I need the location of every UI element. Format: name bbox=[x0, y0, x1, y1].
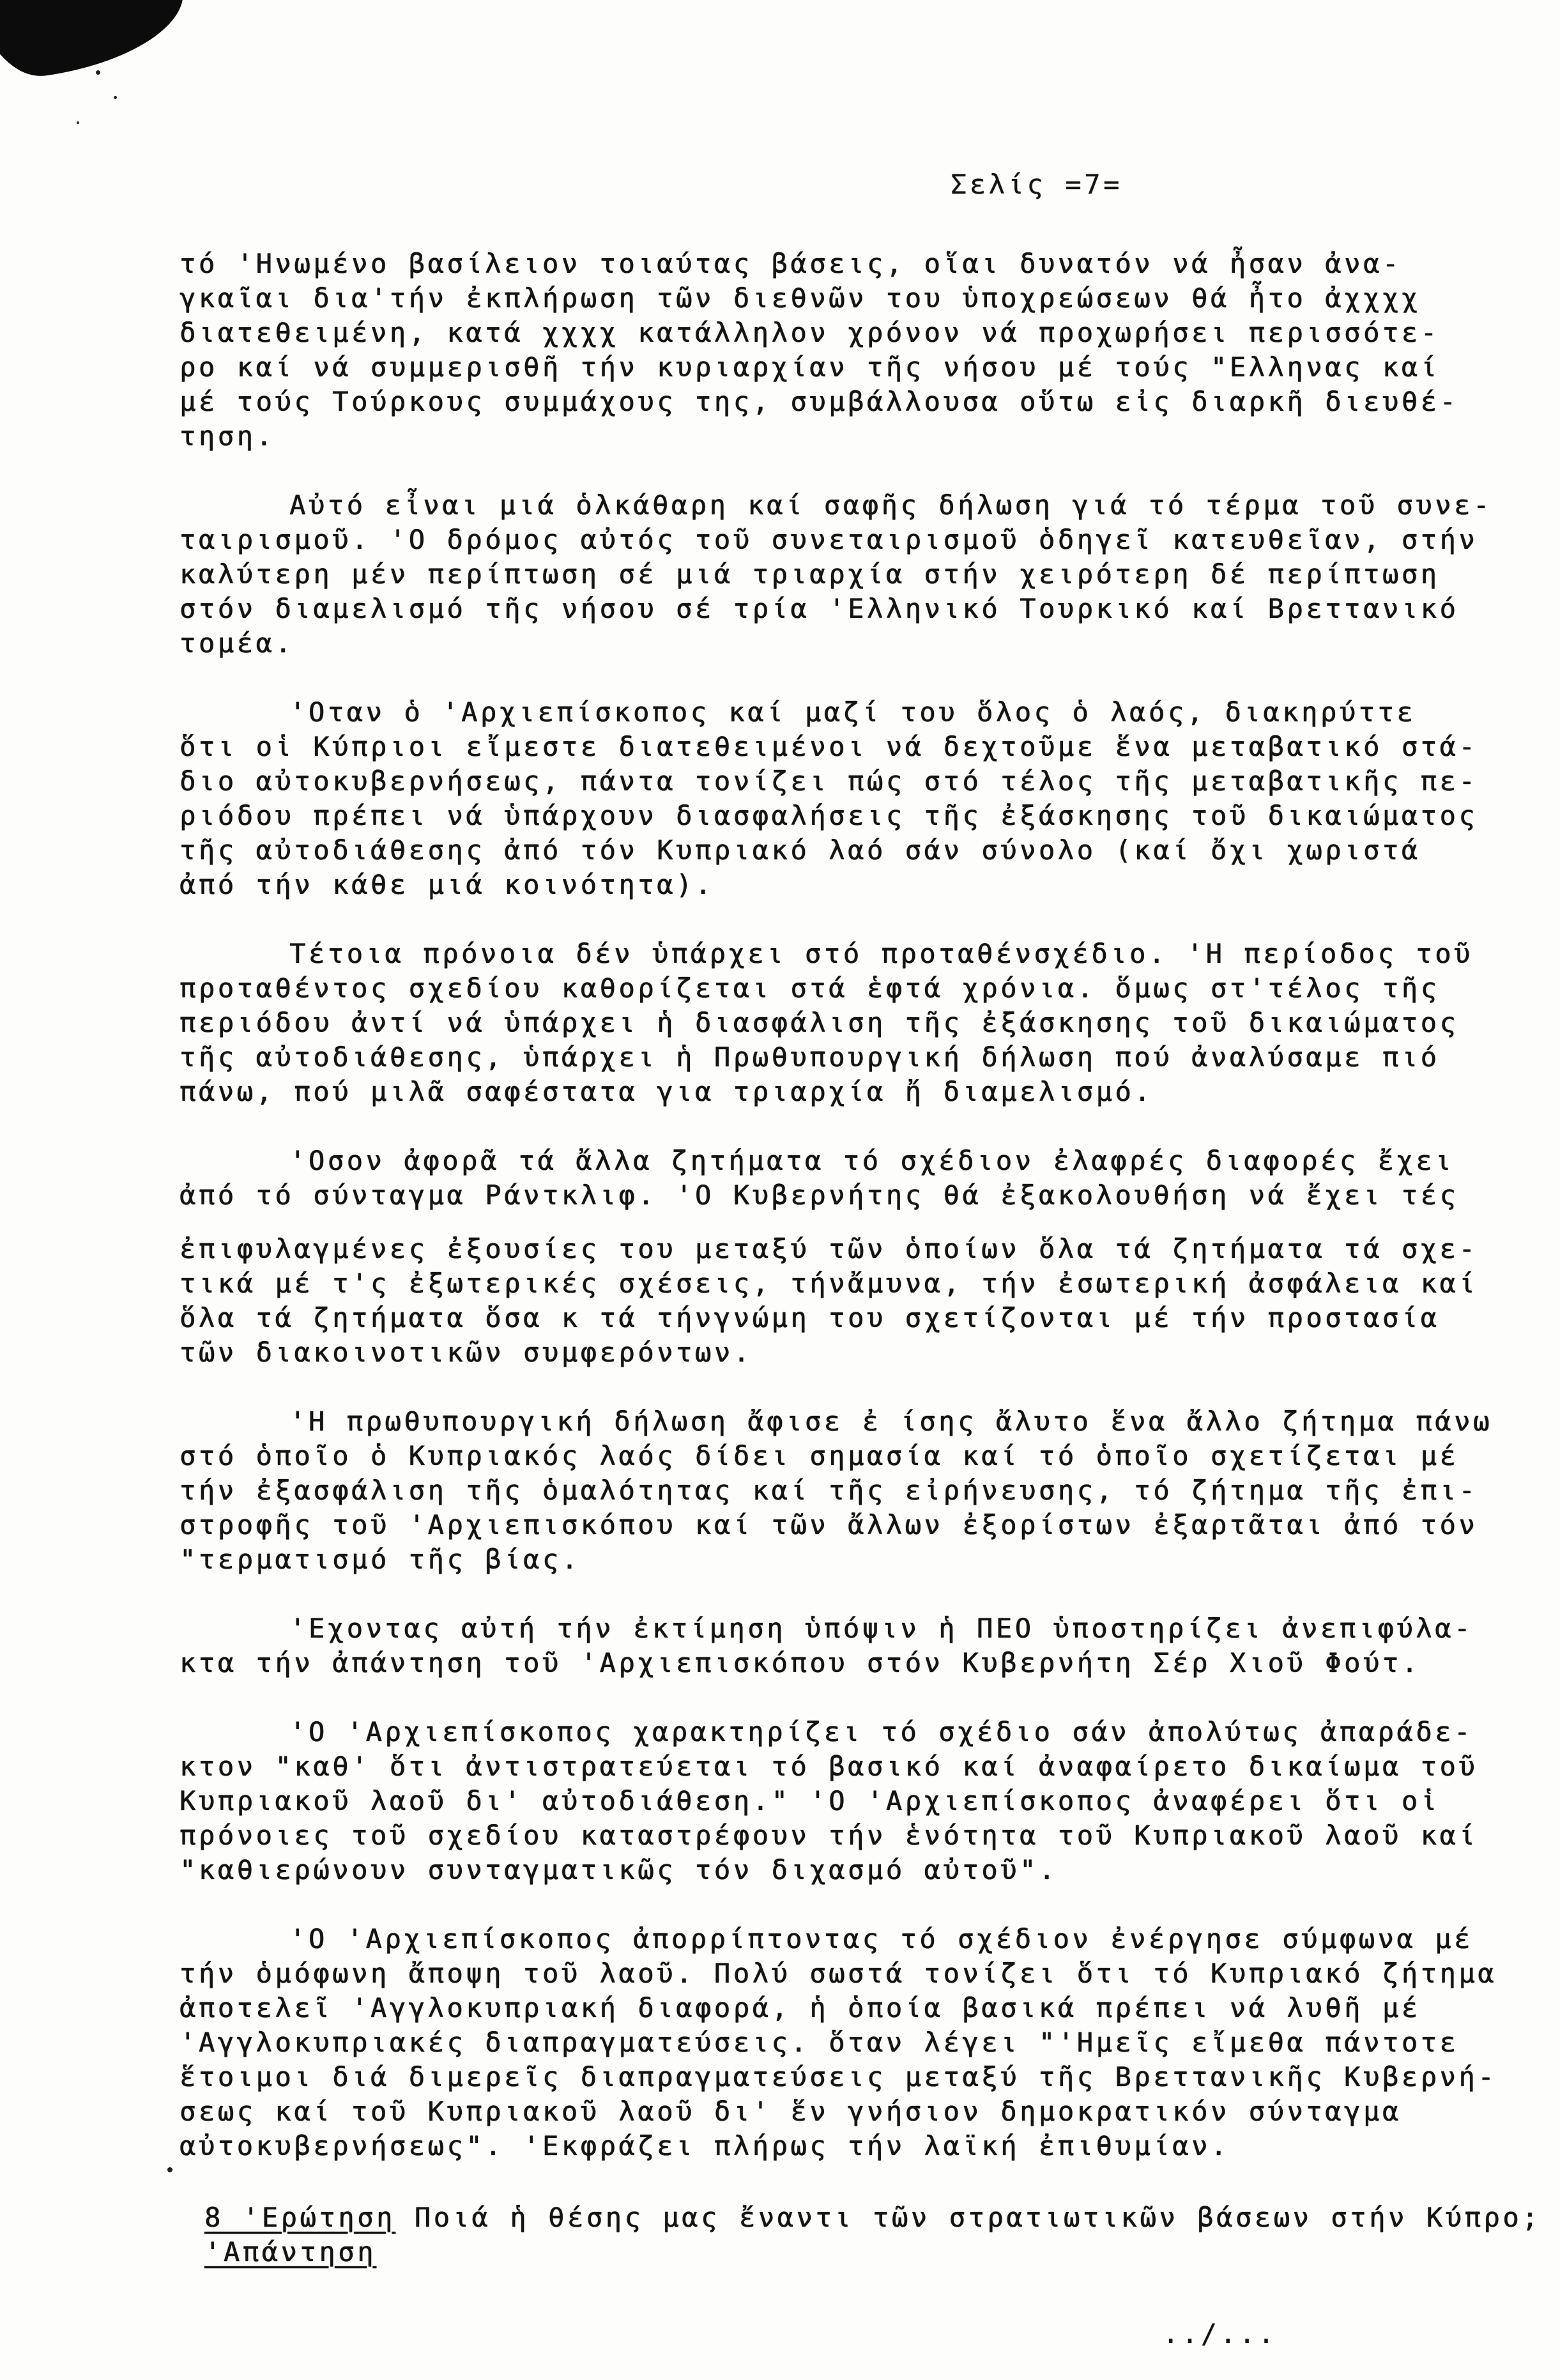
text-line: ἀπό τήν κάθε μιά κοινότητα). bbox=[180, 869, 714, 900]
text-line: αὐτοκυβερνήσεως". 'Εκφράζει πλήρως τήν λαϊκή ἐπιθυμίαν. bbox=[180, 2130, 1230, 2161]
paragraph-6 bbox=[180, 1404, 1547, 1577]
text-line: στροφῆς τοῦ 'Αρχιεπισκόπου καί τῶν ἄλλων ἐξορίστων ἐξαρτᾶται ἀπό τόν bbox=[180, 1509, 1478, 1540]
paragraph-3 bbox=[180, 695, 1547, 902]
text-line: ρο καί νά συμμερισθῆ τήν κυριαρχίαν τῆς νήσου μέ τούς "Ελληνας καί bbox=[180, 351, 1440, 383]
text-line: στό ὁποῖο ὁ Κυπριακός λαός δίδει σημασία καί τό ὁποῖο σχετίζεται μέ bbox=[180, 1440, 1459, 1471]
text-line: κτον "καθ' ὅτι ἀντιστρατεύεται τό βασικό καί ἀναφαίρετο δικαίωμα τοῦ bbox=[180, 1751, 1478, 1782]
text-line: πρόνοιες τοῦ σχεδίου καταστρέφουν τήν ἑνότητα τοῦ Κυπριακοῦ λαοῦ καί bbox=[180, 1820, 1478, 1851]
text-line: Αὐτό εἶναι μιά ὁλκάθαρη καί σαφῆς δήλωση γιά τό τέρμα τοῦ συνε- bbox=[289, 489, 1492, 521]
text-line: ἀπό τό σύνταγμα Ράντκλιφ. 'Ο Κυβερνήτης θά ἐξακολουθήση νά ἔχει τές bbox=[180, 1179, 1459, 1211]
text-line: 'Αγγλοκυπριακές διαπραγματεύσεις. ὅταν λέγει "'Ημεῖς εἴμεθα πάντοτε bbox=[180, 2027, 1459, 2058]
text-line: 'Ο 'Αρχιεπίσκοπος ἀπορρίπτοντας τό σχέδιον ἐνέργησε σύμφωνα μέ bbox=[289, 1923, 1473, 1954]
question-number: 8 bbox=[204, 2202, 224, 2233]
text-line: διατεθειμένη, κατά χχχχ κατάλληλον χρόνον νά προχωρήσει περισσότε- bbox=[180, 317, 1440, 348]
text-line: ἀποτελεῖ 'Αγγλοκυπριακή διαφορά, ἡ ὁποία βασικά πρέπει νά λυθῆ μέ bbox=[180, 1992, 1421, 2023]
text-line: 'Η πρωθυπουργική δήλωση ἄφισε ἐ ίσης ἄλυτο ἕνα ἄλλο ζήτημα πάνω bbox=[289, 1406, 1492, 1437]
text-line: 'Οσον ἀφορᾶ τά ἄλλα ζητήματα τό σχέδιον ἐλαφρές διαφορές ἔχει bbox=[289, 1145, 1455, 1176]
paragraph-9 bbox=[180, 1922, 1547, 2163]
text-line: τήν ὁμόφωνη ἄποψη τοῦ λαοῦ. Πολύ σωστά τονίζει ὅτι τό Κυπριακό ζήτημα bbox=[180, 1958, 1497, 1989]
text-line: ἐπιφυλαγμένες ἐξουσίες του μεταξύ τῶν ὁποίων ὅλα τά ζητήματα τά σχε- bbox=[180, 1233, 1478, 1264]
question-line bbox=[204, 2200, 1541, 2235]
text-line: μέ τούς Τούρκους συμμάχους της, συμβάλλουσα οὕτω εἰς διαρκῆ διευθέ- bbox=[180, 386, 1459, 417]
text-line: προταθέντος σχεδίου καθορίζεται στά ἑφτά χρόνια. ὅμως στ'τέλος τῆς bbox=[180, 972, 1440, 1004]
text-line: Τέτοια πρόνοια δέν ὑπάρχει στό προταθένσχέδιο. 'Η περίοδος τοῦ bbox=[289, 938, 1473, 969]
paragraph-4 bbox=[180, 937, 1547, 1109]
page-number-header: Σελίς =7= bbox=[951, 169, 1122, 200]
text-line: τό 'Ηνωμένο βασίλειον τοιαύτας βάσεις, οἵαι δυνατόν νά ἦσαν ἀνα- bbox=[180, 248, 1402, 279]
text-line: Κυπριακοῦ λαοῦ δι' αὐτοδιάθεση." 'Ο 'Αρχιεπίσκοπος ἀναφέρει ὅτι οἱ bbox=[180, 1785, 1440, 1816]
paragraph-1 bbox=[180, 247, 1547, 454]
text-line: 'Εχοντας αὐτή τήν ἐκτίμηση ὑπόψιν ἡ ΠΕΟ ὑποστηρίζει ἀνεπιφύλα- bbox=[289, 1613, 1473, 1644]
scan-speck bbox=[96, 70, 100, 75]
text-line: τομέα. bbox=[180, 627, 294, 659]
text-line: τῶν διακοινοτικῶν συμφερόντων. bbox=[180, 1337, 753, 1368]
text-line: ἕτοιμοι διά διμερεῖς διαπραγματεύσεις μεταξύ τῆς Βρεττανικῆς Κυβερνή- bbox=[180, 2061, 1497, 2092]
answer-label: 'Απάντηση bbox=[204, 2236, 376, 2268]
paragraph-8 bbox=[180, 1715, 1547, 1887]
text-line: στόν διαμελισμό τῆς νήσου σέ τρία 'Ελληνικό Τουρκικό καί Βρεττανικό bbox=[180, 593, 1459, 624]
text-line: "τερματισμό τῆς βίας. bbox=[180, 1544, 581, 1575]
text-line: διο αὐτοκυβερνήσεως, πάντα τονίζει πώς στό τέλος τῆς μεταβατικῆς πε- bbox=[180, 765, 1478, 797]
question-text: Ποιά ἡ θέσης μας ἔναντι τῶν στρατιωτικῶν βάσεων στήν Κύπρο; bbox=[414, 2202, 1541, 2233]
document-body bbox=[180, 247, 1547, 2198]
text-line: "καθιερώνουν συνταγματικῶς τόν διχασμό αὐτοῦ". bbox=[180, 1854, 1058, 1885]
text-line: τῆς αὐτοδιάθεσης ἀπό τόν Κυπριακό λαό σάν σύνολο (καί ὄχι χωριστά bbox=[180, 834, 1421, 866]
text-line: ταιρισμοῦ. 'Ο δρόμος αὐτός τοῦ συνεταιρισμοῦ ὁδηγεῖ κατευθεῖαν, στήν bbox=[180, 524, 1478, 555]
continuation-mark: ../... bbox=[1163, 2318, 1278, 2349]
text-line: ριόδου πρέπει νά ὑπάρχουν διασφαλήσεις τῆς ἐξάσκησης τοῦ δικαιώματος bbox=[180, 800, 1478, 831]
paragraph-2 bbox=[180, 488, 1547, 661]
text-line: πάνω, πού μιλᾶ σαφέστατα για τριαρχία ἤ διαμελισμό. bbox=[180, 1076, 1154, 1107]
text-line: περιόδου ἀντί νά ὑπάρχει ἡ διασφάλιση τῆς ἐξάσκησης τοῦ δικαιώματος bbox=[180, 1007, 1459, 1038]
text-line: τῆς αὐτοδιάθεσης, ὑπάρχει ἡ Πρωθυπουργική δήλωση πού ἀναλύσαμε πιό bbox=[180, 1041, 1440, 1073]
text-line: καλύτερη μέν περίπτωση σέ μιά τριαρχία στήν χειρότερη δέ περίπτωση bbox=[180, 558, 1440, 590]
text-line: σεως καί τοῦ Κυπριακοῦ λαοῦ δι' ἕν γνήσιον δημοκρατικόν σύνταγμα bbox=[180, 2096, 1402, 2127]
text-line: ὅλα τά ζητήματα ὅσα κ τά τήνγνώμη του σχετίζονται μέ τήν προστασία bbox=[180, 1302, 1440, 1333]
paragraph-5 bbox=[180, 1144, 1547, 1370]
answer-line bbox=[204, 2235, 376, 2269]
text-line: τηση. bbox=[180, 420, 275, 452]
text-line: τήν ἐξασφάλιση τῆς ὁμαλότητας καί τῆς εἰρήνευσης, τό ζήτημα τῆς ἐπι- bbox=[180, 1475, 1478, 1506]
text-line: κτα τήν ἀπάντηση τοῦ 'Αρχιεπισκόπου στόν Κυβερνήτη Σέρ Χιοῦ Φούτ. bbox=[180, 1647, 1421, 1678]
question-heading bbox=[204, 2202, 395, 2233]
text-line: 'Ο 'Αρχιεπίσκοπος χαρακτηρίζει τό σχέδιο σάν ἀπολύτως ἀπαράδε- bbox=[289, 1716, 1473, 1747]
text-line: τικά μέ τ'ς ἐξωτερικές σχέσεις, τήνἄμυνα, τήν ἐσωτερική ἀσφάλεια καί bbox=[180, 1268, 1478, 1299]
scan-speck bbox=[77, 121, 79, 124]
text-line: ὅτι οἱ Κύπριοι εἴμεστε διατεθειμένοι νά δεχτοῦμε ἕνα μεταβατικό στά- bbox=[180, 731, 1478, 762]
question-label: 'Ερώτηση bbox=[242, 2202, 395, 2233]
paragraph-7 bbox=[180, 1611, 1547, 1680]
text-line: 'Οταν ὁ 'Αρχιεπίσκοπος καί μαζί του ὅλος ὁ λαός, διακηρύττε bbox=[289, 696, 1416, 728]
text-line: γκαῖαι δια'τήν ἐκπλήρωση τῶν διεθνῶν του ὑποχρεώσεων θά ἦτο ἀχχχχ bbox=[180, 282, 1421, 314]
scan-speck bbox=[114, 96, 117, 99]
scan-speck bbox=[167, 2167, 172, 2172]
